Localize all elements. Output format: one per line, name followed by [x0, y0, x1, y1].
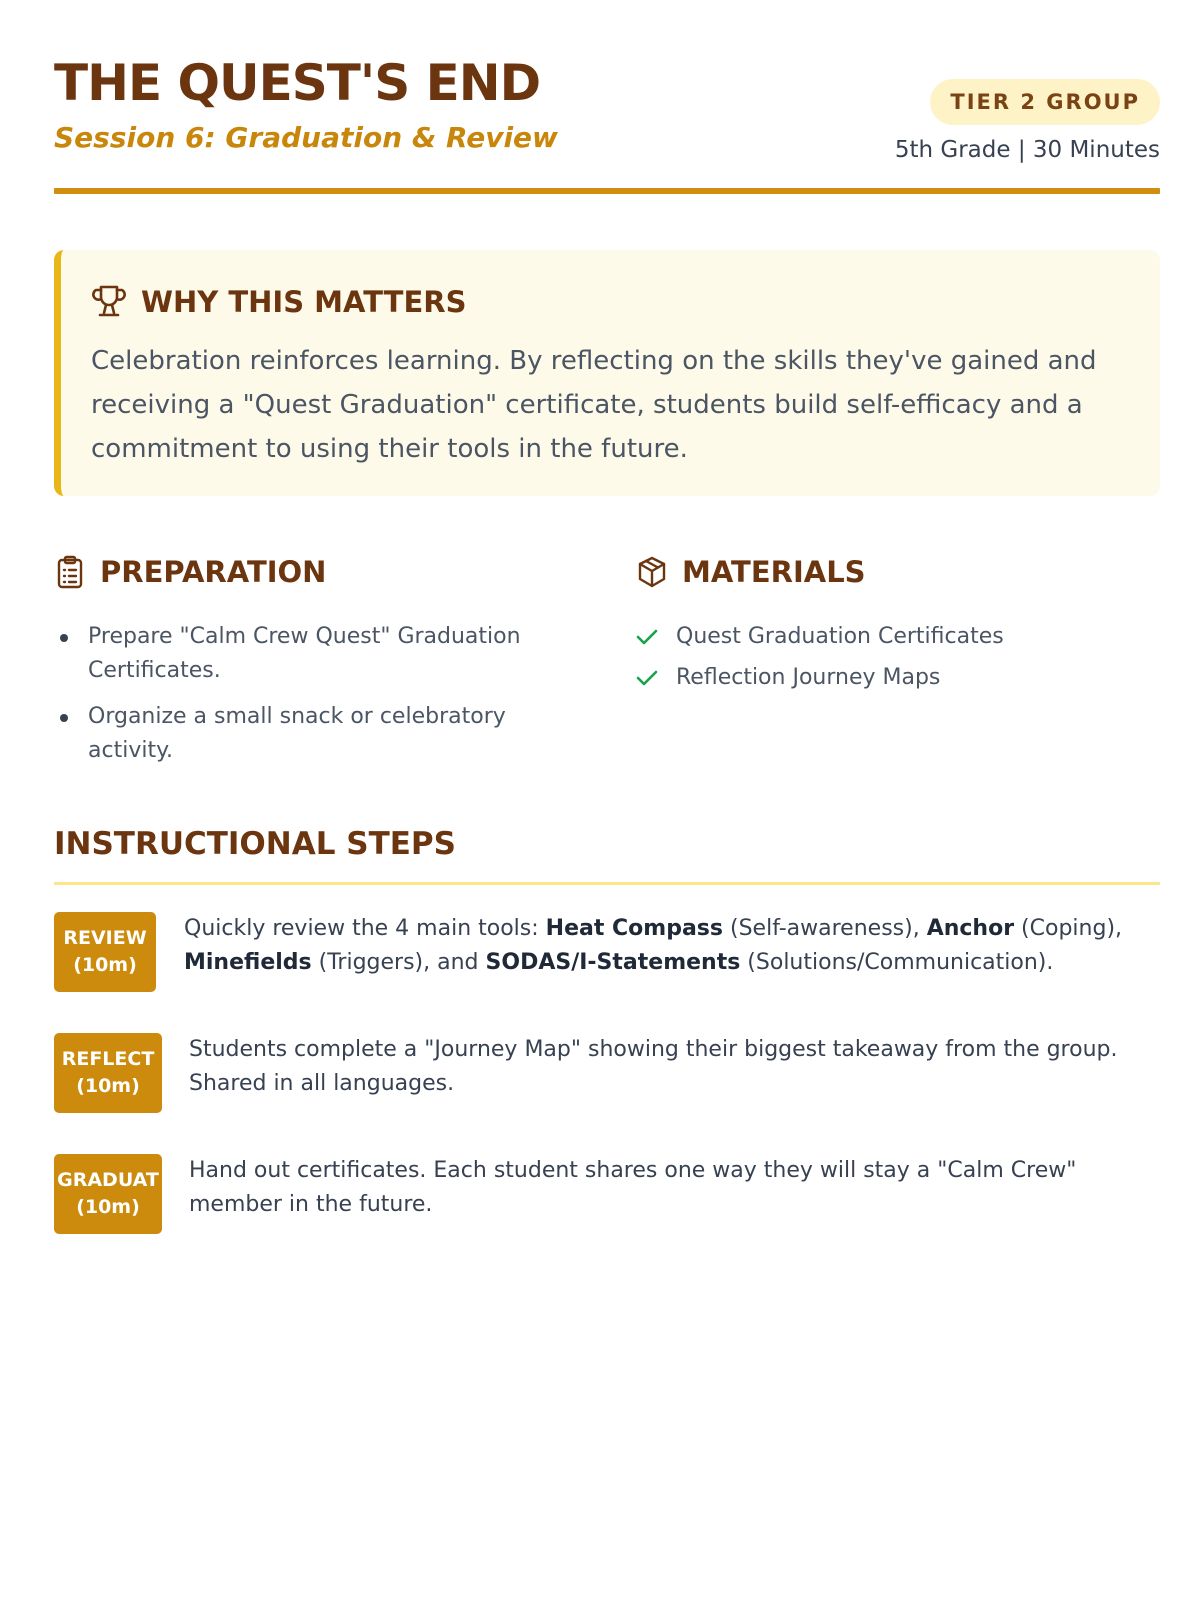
list-item-text: Quest Graduation Certificates [676, 624, 1004, 649]
step-text-bold: Heat Compass [545, 916, 723, 941]
header-divider [54, 188, 1160, 194]
list-item [636, 661, 1160, 695]
steps-divider [54, 882, 1160, 885]
grade-duration: 5th Grade | 30 Minutes [894, 137, 1160, 163]
lesson-page [54, 0, 1160, 1600]
list-item [636, 620, 1160, 654]
page-title: THE QUEST'S END [54, 54, 541, 112]
bullet [60, 714, 68, 722]
step-tag-label: GRADUAT [57, 1169, 159, 1191]
why-title: WHY THIS MATTERS [141, 285, 467, 319]
trophy-icon [91, 282, 127, 322]
step-tag-label: REVIEW [63, 927, 147, 949]
materials-title: MATERIALS [682, 555, 866, 589]
step-text [189, 1033, 1129, 1101]
list-item-text: Prepare "Calm Crew Quest" Graduation Certificates. [88, 624, 521, 683]
preparation-section [54, 550, 574, 780]
step-tag [54, 912, 156, 992]
step-text-segment: Hand out certificates. Each student shares one way they will stay a "Calm Crew" member in the future. [189, 1158, 1077, 1217]
why-this-matters-box [54, 250, 1160, 496]
step-text-bold: SODAS/I-Statements [485, 950, 741, 975]
materials-header [636, 550, 1160, 594]
clipboard-icon [54, 554, 86, 590]
materials-list [636, 620, 1160, 695]
step-text-segment: (Coping), [1014, 916, 1123, 941]
list-item-text: Reflection Journey Maps [676, 665, 941, 690]
step-text-segment: Quickly review the 4 main tools: [184, 916, 546, 941]
page-subtitle: Session 6: Graduation & Review [54, 121, 558, 154]
list-item [54, 620, 554, 688]
tier-badge: TIER 2 GROUP [930, 79, 1160, 125]
box-icon [636, 554, 668, 590]
check-icon [636, 628, 658, 646]
list-item-text: Organize a small snack or celebratory activity. [88, 704, 506, 763]
materials-section [636, 550, 1160, 702]
bullet [60, 634, 68, 642]
list-item [54, 700, 554, 768]
preparation-list [54, 620, 574, 768]
step-text-segment: Students complete a "Journey Map" showing their biggest takeaway from the group. Shared in all languages. [189, 1037, 1118, 1096]
why-text: Celebration reinforces learning. By reflecting on the skills they've gained and receiving a "Quest Graduation" certificate, students build self-efficacy and a commitment to using their tools in the future. [91, 346, 1097, 464]
step-text [189, 1154, 1159, 1222]
preparation-header [54, 550, 574, 594]
step-tag [54, 1154, 162, 1234]
header [54, 52, 1160, 192]
step-text [184, 912, 1144, 980]
step-text-segment: (Self-awareness), [723, 916, 927, 941]
why-header [91, 280, 467, 324]
step-text-bold: Minefields [184, 950, 312, 975]
step-tag [54, 1033, 162, 1113]
step-text-bold: Anchor [926, 916, 1015, 941]
step-tag-time: (10m) [76, 1196, 140, 1218]
step-text-segment: (Triggers), and [311, 950, 486, 975]
step-text-segment: (Solutions/Communication). [740, 950, 1054, 975]
steps-title: INSTRUCTIONAL STEPS [54, 826, 456, 862]
step-tag-label: REFLECT [61, 1048, 155, 1070]
check-icon [636, 669, 658, 687]
step-tag-time: (10m) [73, 954, 137, 976]
step-tag-time: (10m) [76, 1075, 140, 1097]
preparation-title: PREPARATION [100, 555, 327, 589]
